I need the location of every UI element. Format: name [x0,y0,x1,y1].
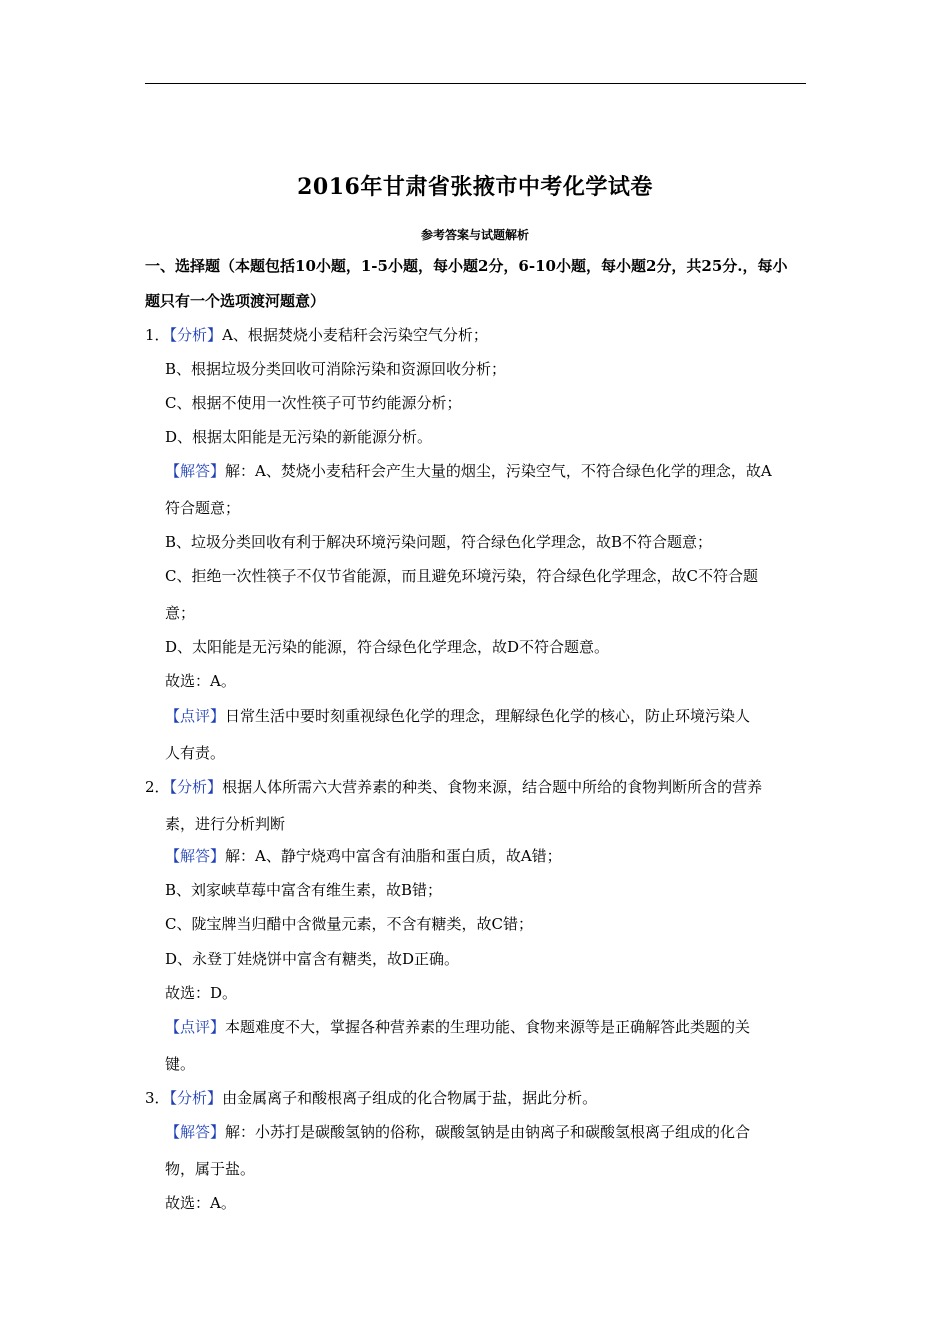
q1-analysis-c: C、根据不使用一次性筷子可节约能源分析； [165,394,462,412]
q3-answer1: 解：小苏打是碳酸氢钠的俗称，碳酸氢钠是由钠离子和碳酸氢根离子组成的化合 [225,1123,751,1141]
q3-answer-tag: 【解答】 [165,1123,226,1141]
page-subtitle: 参考答案与试题解析 [420,228,529,242]
q3-analysis: 由金属离子和酸根离子组成的化合物属于盐，据此分析。 [222,1089,598,1107]
q1-answer-a1: 解：A、焚烧小麦秸秆会产生大量的烟尘，污染空气，不符合绿色化学的理念，故A [225,462,772,480]
q3-analysis-tag: 【分析】 [169,1089,223,1107]
section-heading-line2: 题只有一个选项渡河题意） [145,292,326,310]
q1-choice: 故选：A。 [165,672,236,690]
q3-analysis-line [145,1088,597,1108]
q2-analysis2: 素，进行分析判断 [165,815,286,833]
q2-analysis-line [145,777,762,797]
q1-analysis-a: A、根据焚烧小麦秸秆会污染空气分析； [222,326,488,344]
q2-answer-tag: 【解答】 [165,847,226,865]
q2-answer-b: B、刘家峡草莓中富含有维生素，故B错； [165,881,443,899]
q3-choice: 故选：A。 [165,1194,236,1212]
q2-analysis1: 根据人体所需六大营养素的种类、食物来源，结合题中所给的食物判断所含的营养 [222,778,763,796]
q2-choice: 故选：D。 [165,984,238,1002]
q1-comment-tag: 【点评】 [165,707,226,725]
section-heading-line1: 一、选择题（本题包括10小题，1-5小题，每小题2分，6-10小题，每小题2分，共25分.，每小 [145,257,788,275]
q2-comment-tag: 【点评】 [165,1018,226,1036]
q1-analysis-tag: 【分析】 [169,326,223,344]
q1-answer-b: B、垃圾分类回收有利于解决环境污染问题，符合绿色化学理念，故B不符合题意； [165,533,713,551]
q2-comment-line [165,1017,750,1037]
q2-number: 2． [145,778,170,796]
q3-answer-line [165,1122,750,1142]
q2-answer-a: 解：A、静宁烧鸡中富含有油脂和蛋白质，故A错； [225,847,562,865]
q1-answer-tag: 【解答】 [165,462,226,480]
q2-answer-line [165,846,562,866]
q2-analysis-tag: 【分析】 [169,778,223,796]
q1-answer-d: D、太阳能是无污染的能源，符合绿色化学理念，故D不符合题意。 [165,638,610,656]
header-rule [145,83,806,84]
q1-answer-c2: 意； [165,604,196,622]
q1-analysis-b: B、根据垃圾分类回收可消除污染和资源回收分析； [165,360,507,378]
q1-number: 1． [145,326,170,344]
q2-comment2: 键。 [165,1055,196,1073]
page-title: 2016年甘肃省张掖市中考化学试卷 [297,174,653,200]
q2-answer-d: D、永登丁娃烧饼中富含有糖类，故D正确。 [165,950,460,968]
q1-answer-c1: C、拒绝一次性筷子不仅节省能源，而且避免环境污染，符合绿色化学理念，故C不符合题 [165,567,758,585]
q3-number: 3． [145,1089,170,1107]
q1-answer-line [165,461,772,481]
q3-answer2: 物，属于盐。 [165,1160,256,1178]
q1-analysis-line [145,325,488,345]
q1-answer-a2: 符合题意； [165,499,241,517]
q2-answer-c: C、陇宝牌当归醋中含微量元素，不含有糖类，故C错； [165,915,533,933]
q1-analysis-d: D、根据太阳能是无污染的新能源分析。 [165,428,433,446]
q2-comment1: 本题难度不大，掌握各种营养素的生理功能、食物来源等是正确解答此类题的关 [225,1018,751,1036]
q1-comment1: 日常生活中要时刻重视绿色化学的理念，理解绿色化学的核心，防止环境污染人 [225,707,751,725]
q1-comment-line [165,706,750,726]
q1-comment2: 人有责。 [165,744,226,762]
